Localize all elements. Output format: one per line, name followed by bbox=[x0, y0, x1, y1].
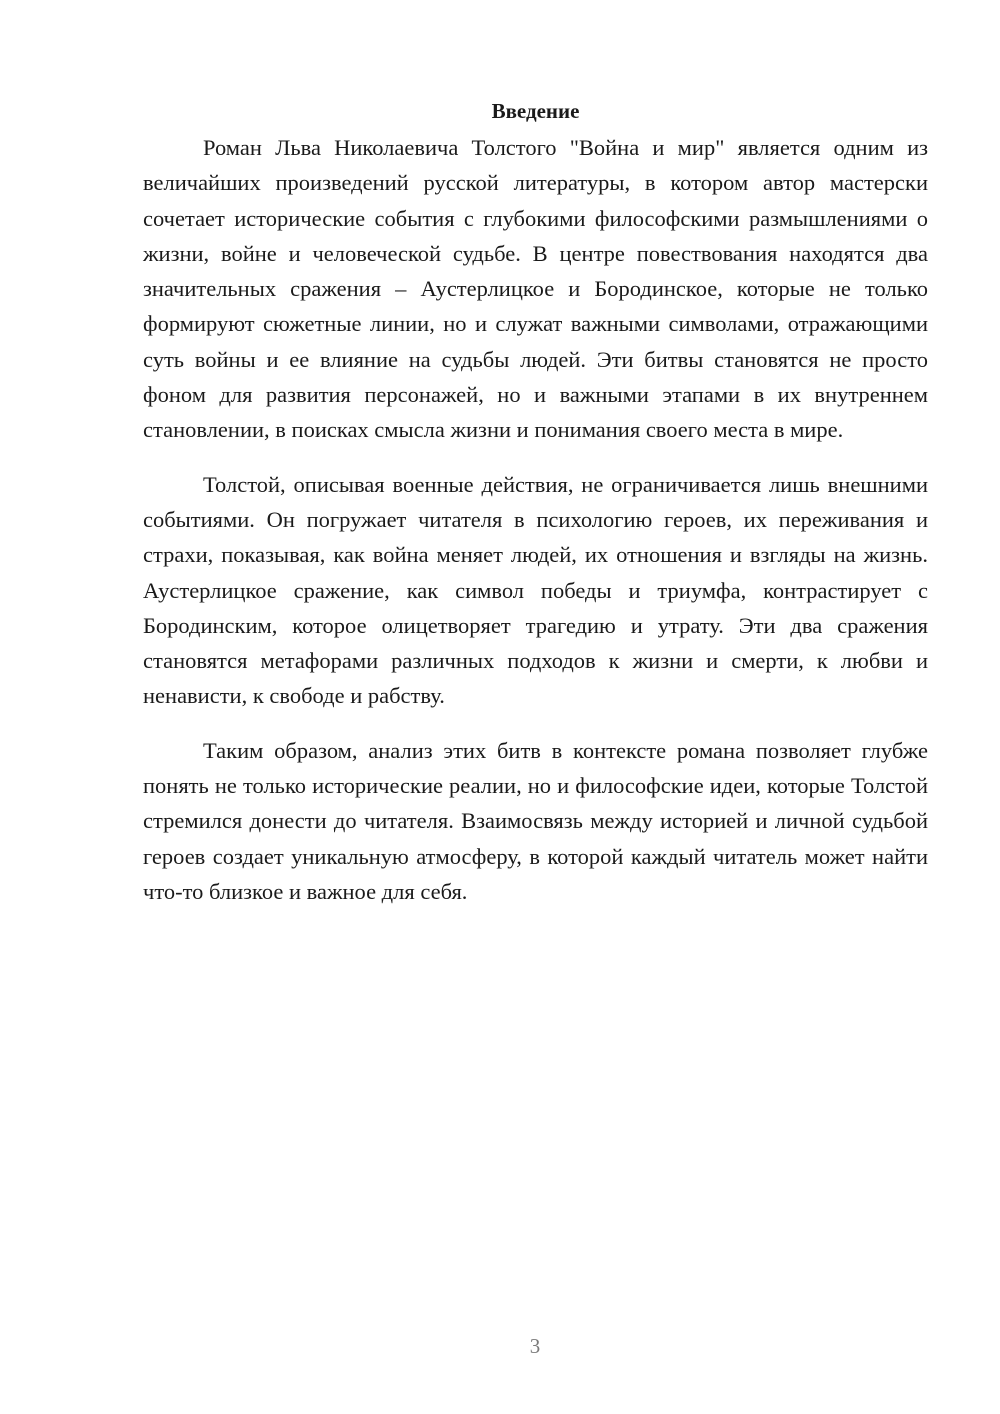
paragraph-conclusion: Таким образом, анализ этих битв в контексте романа позволяет глубже понять не только исторические реалии, но и философские идеи, которые Толстой стремился донести до читателя. Взаимосвязь между историей и личной судьбой героев создает уникальную атмосферу, в которой каждый читатель может найти что-то близкое и важное для себя. bbox=[143, 737, 928, 904]
section-heading: Введение bbox=[491, 99, 580, 123]
paragraph-battles: Толстой, описывая военные действия, не ограничивается лишь внешними событиями. Он погружает читателя в психологию героев, их переживания и страхи, показывая, как война меняет людей, их отношения и взгляды на жизнь. Аустерлицкое сражение, как символ победы и триумфа, контрастирует с Бородинским, которое олицетворяет трагедию и утрату. Эти два сражения становятся метафорами различных подходов к жизни и смерти, к любви и ненависти, к свободе и рабству. bbox=[143, 471, 928, 709]
page-number: 3 bbox=[529, 1334, 541, 1358]
paragraph-intro: Роман Льва Николаевича Толстого "Война и мир" является одним из величайших произведений русской литературы, в котором автор мастерски сочетает исторические события с глубокими философскими размышлениями о жизни, войне и человеческой судьбе. В центре повествования находятся два значительных сражения – Аустерлицкое и Бородинское, которые не только формируют сюжетные линии, но и служат важными символами, отражающими суть войны и ее влияние на судьбы людей. Эти битвы становятся не просто фоном для развития персонажей, но и важными этапами в их внутреннем становлении, в поисках смысла жизни и понимания своего места в мире. bbox=[143, 135, 928, 443]
document-body bbox=[143, 96, 928, 928]
